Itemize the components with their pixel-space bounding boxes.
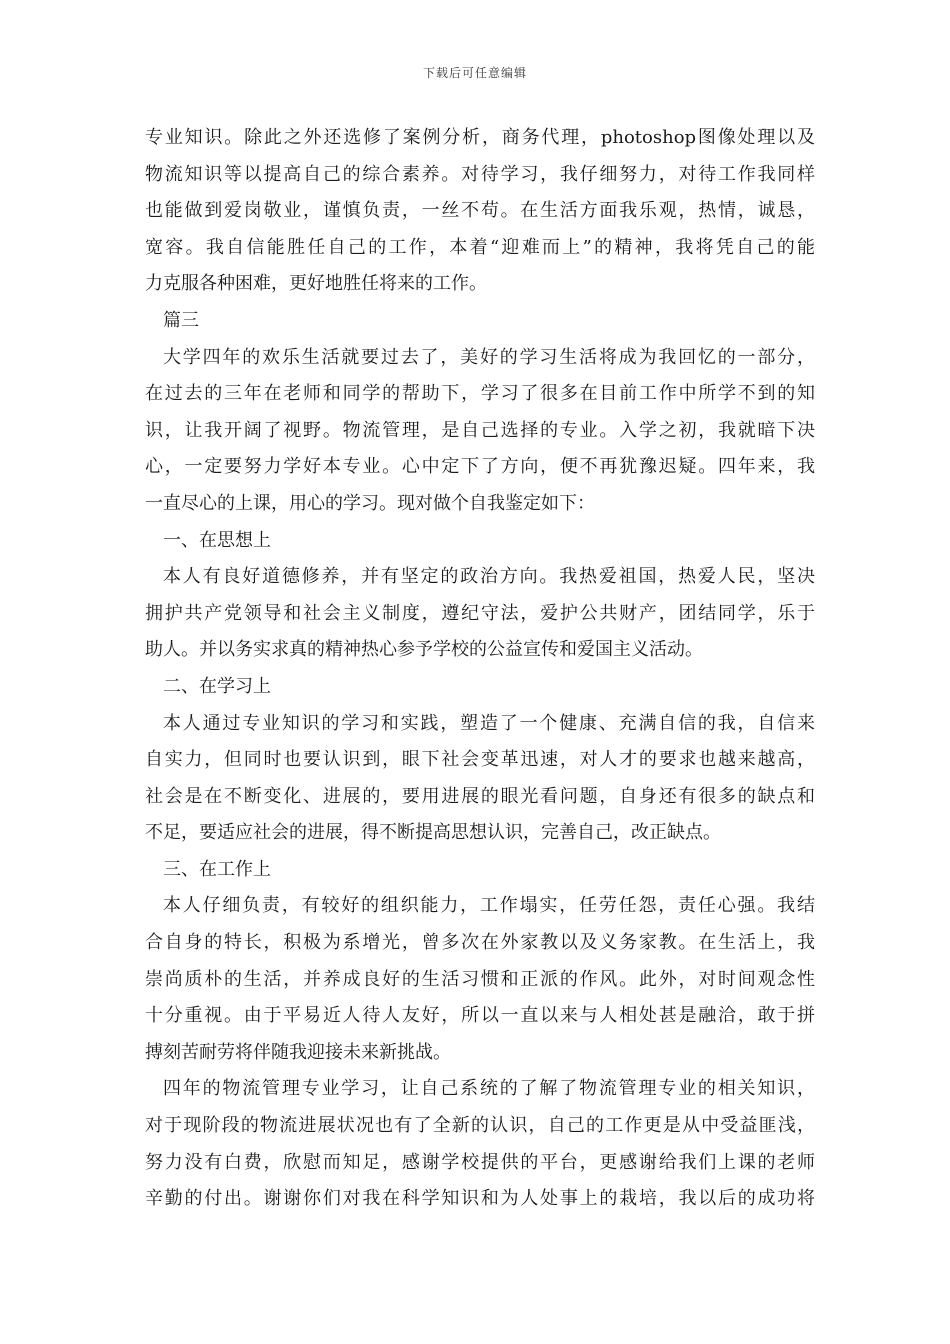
text-line: 在过去的三年在老师和同学的帮助下，学习了很多在目前工作中所学不到的知 [145, 383, 815, 405]
page-header: 下载后可任意编辑 [422, 66, 527, 80]
text-line: 也能做到爱岗敬业，谨慎负责，一丝不苟。在生活方面我乐观，热情，诚恳， [145, 200, 815, 222]
text-line: 本人有良好道德修养，并有坚定的政治方向。我热爱祖国，热爱人民，坚决 [163, 566, 815, 588]
text-line: 二、在学习上 [163, 675, 271, 697]
text-line: 崇尚质朴的生活，并养成良好的生活习惯和正派的作风。此外，对时间观念性 [145, 968, 815, 990]
text-line: 一直尽心的上课，用心的学习。现对做个自我鉴定如下： [145, 492, 595, 514]
document-body [145, 120, 815, 1218]
text-line: 搏刻苦耐劳将伴随我迎接未来新挑战。 [145, 1041, 451, 1063]
text-line: 自实力，但同时也要认识到，眼下社会变革迅速，对人才的要求也越来越高， [145, 749, 815, 771]
text-line: 十分重视。由于平易近人待人友好，所以一直以来与人相处甚是融洽，敢于拼 [145, 1005, 815, 1027]
text-line: 识，让我开阔了视野。物流管理，是自己选择的专业。入学之初，我就暗下决 [145, 419, 815, 441]
text-line: 专业知识。除此之外还选修了案例分析，商务代理，photoshop图像处理以及 [145, 127, 815, 148]
text-line: 一、在思想上 [163, 529, 271, 551]
text-line: 合自身的特长，积极为系增光，曾多次在外家教以及义务家教。在生活上，我 [145, 932, 815, 954]
text-line: 拥护共产党领导和社会主义制度，遵纪守法，爱护公共财产，团结同学，乐于 [145, 602, 815, 624]
text-line: 三、在工作上 [163, 858, 271, 880]
text-line: 本人仔细负责，有较好的组织能力，工作塌实，任劳任怨，责任心强。我结 [163, 895, 815, 917]
text-line: 不足，要适应社会的进展，得不断提高思想认识，完善自己，改正缺点。 [145, 822, 721, 844]
text-line: 物流知识等以提高自己的综合素养。对待学习，我仔细努力，对待工作我同样 [145, 163, 815, 185]
text-line: 对于现阶段的物流进展状况也有了全新的认识，自己的工作更是从中受益匪浅， [145, 1115, 815, 1137]
text-line: 辛勤的付出。谢谢你们对我在科学知识和为人处事上的栽培，我以后的成功将 [145, 1188, 815, 1210]
text-line: 篇三 [163, 309, 199, 331]
text-line: 社会是在不断变化、进展的，要用进展的眼光看问题，自身还有很多的缺点和 [145, 785, 815, 807]
text-line: 大学四年的欢乐生活就要过去了，美好的学习生活将成为我回忆的一部分， [163, 346, 815, 368]
text-line: 宽容。我自信能胜任自己的工作，本着“迎难而上”的精神，我将凭自己的能 [145, 236, 815, 258]
text-line: 助人。并以务实求真的精神热心参予学校的公益宣传和爱国主义活动。 [145, 639, 703, 661]
text-line: 四年的物流管理专业学习，让自己系统的了解了物流管理专业的相关知识， [163, 1078, 815, 1100]
text-line: 力克服各种困难，更好地胜任将来的工作。 [145, 273, 487, 295]
text-line: 本人通过专业知识的学习和实践，塑造了一个健康、充满自信的我，自信来 [163, 712, 815, 734]
text-line: 努力没有白费，欣慰而知足，感谢学校提供的平台，更感谢给我们上课的老师 [145, 1151, 815, 1173]
text-line: 心，一定要努力学好本专业。心中定下了方向，便不再犹豫迟疑。四年来，我 [145, 456, 815, 478]
